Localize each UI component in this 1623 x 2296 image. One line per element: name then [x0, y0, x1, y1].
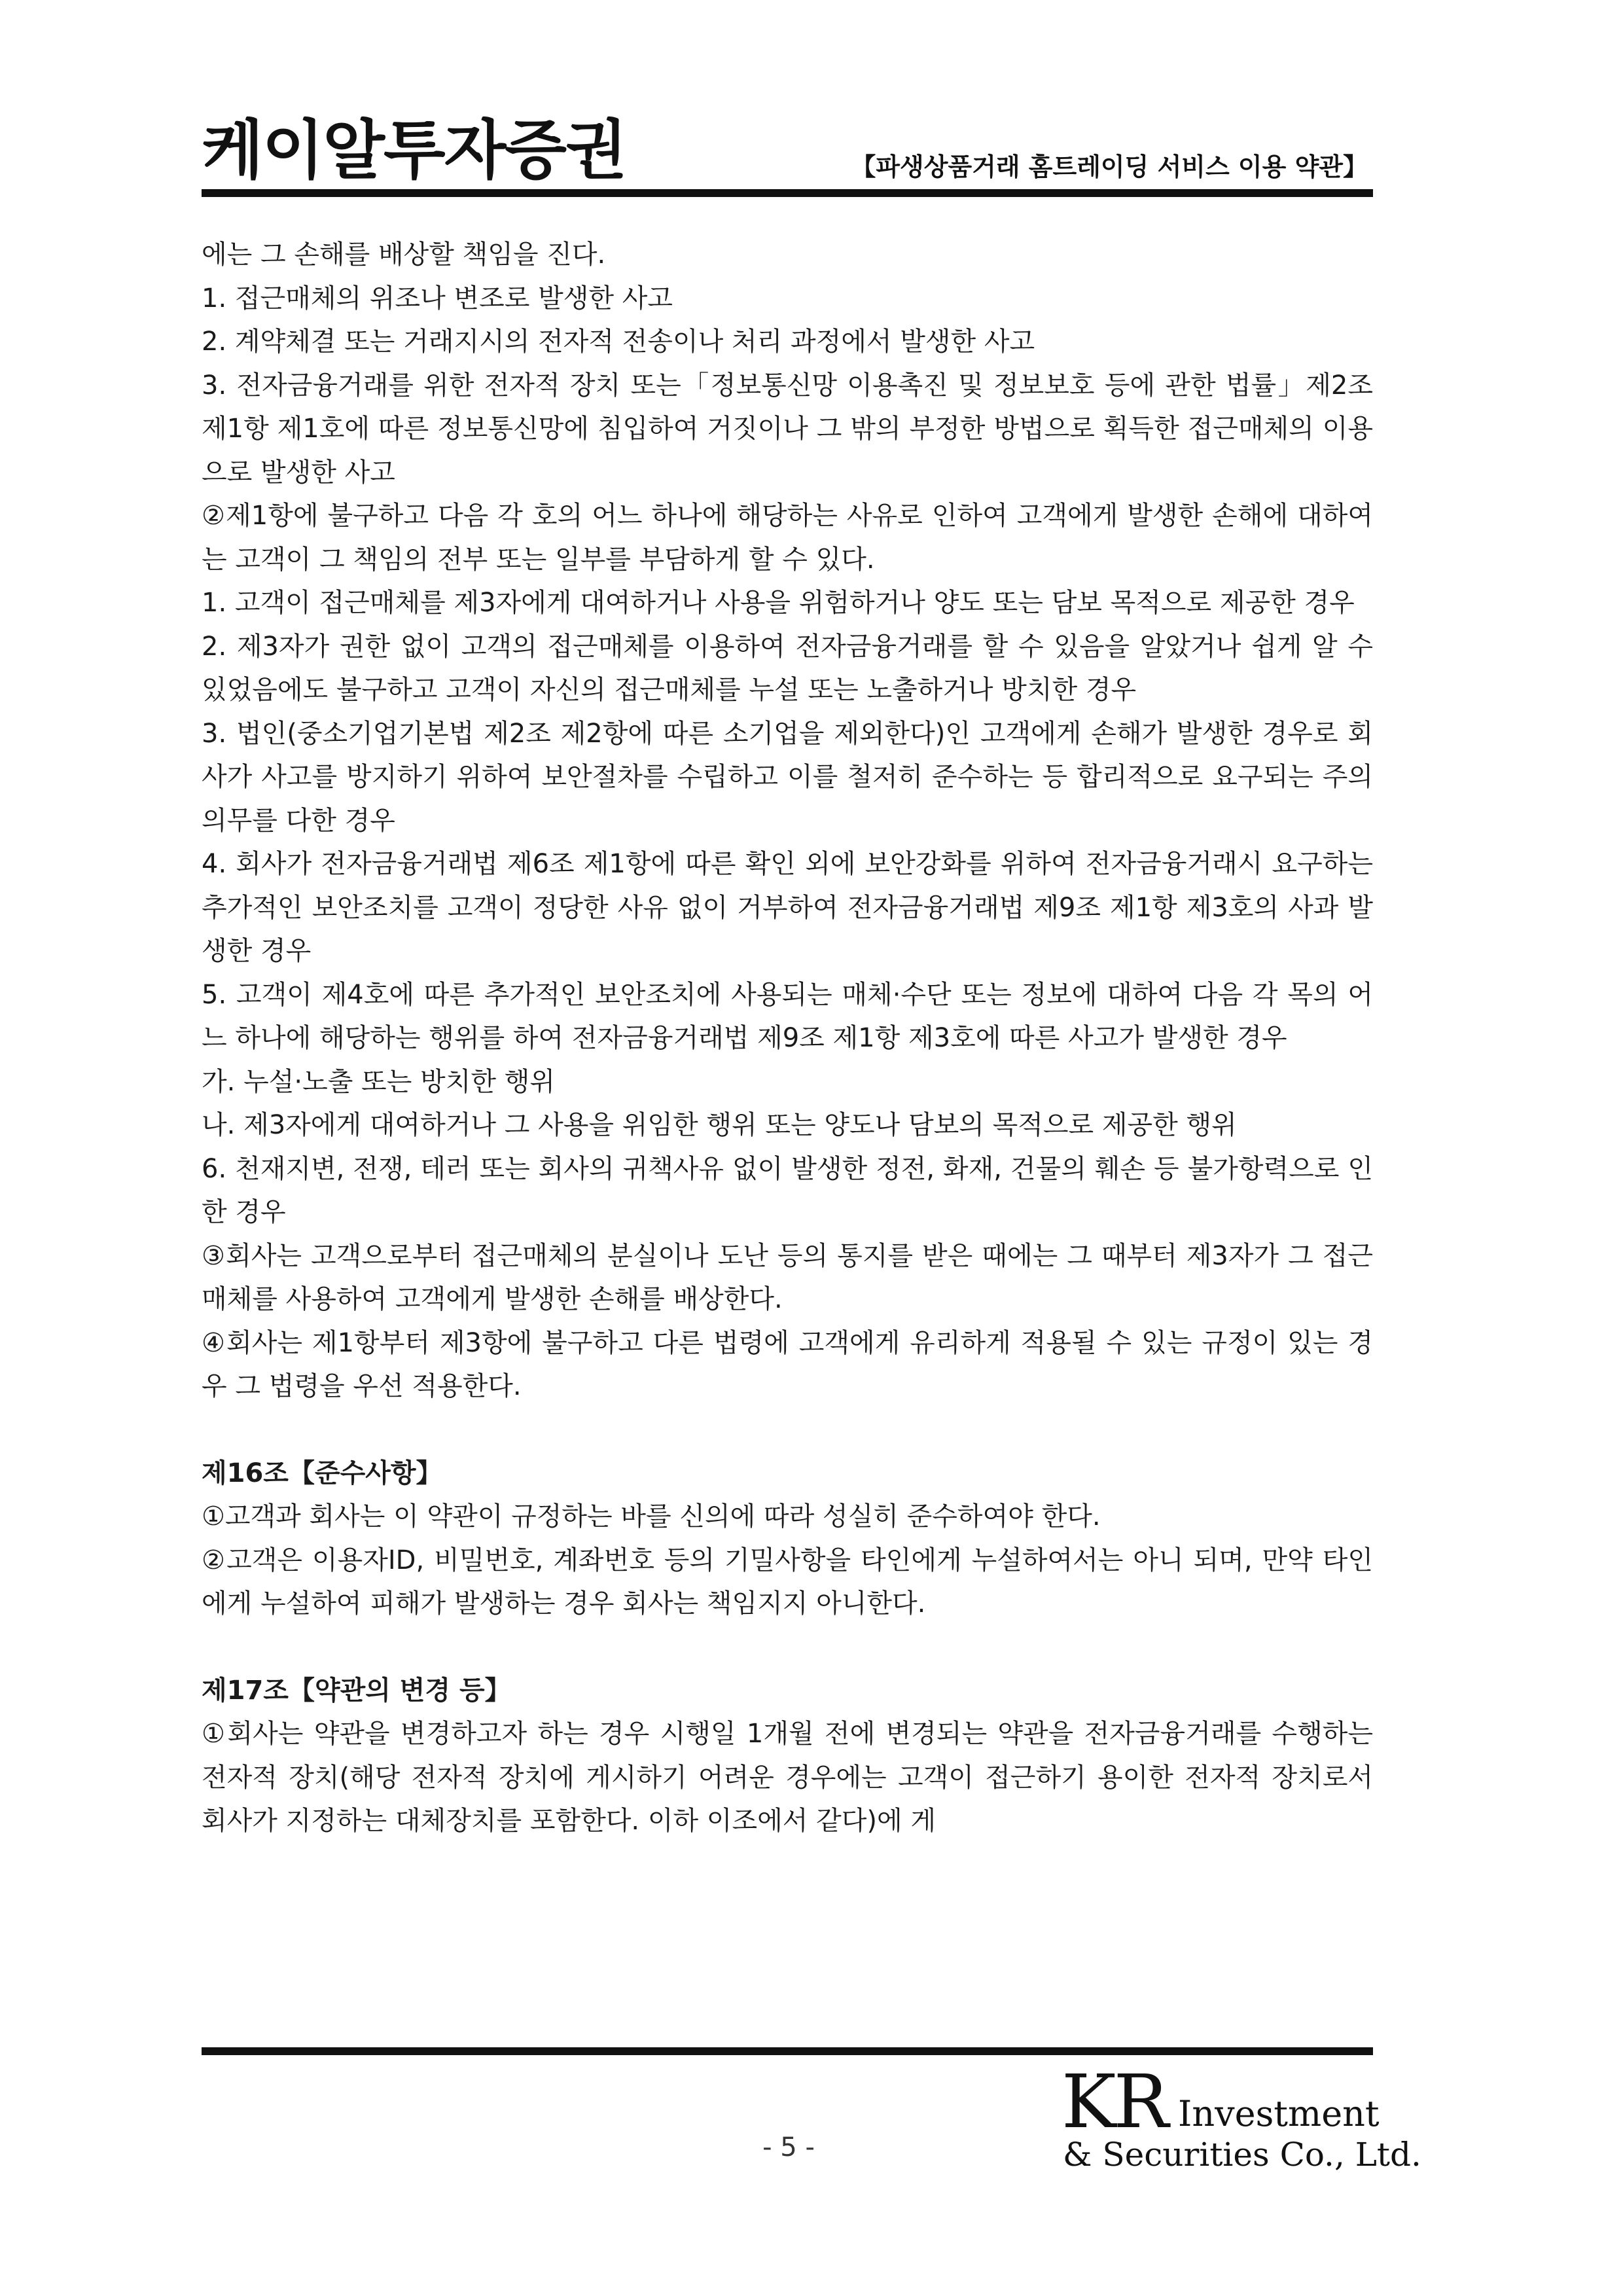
article-16-heading: 제16조【준수사항】 — [202, 1458, 442, 1488]
paragraph: 가. 누설·노출 또는 방치한 행위 — [202, 1066, 555, 1097]
company-logo — [1061, 2060, 1421, 2181]
paragraph: 1. 고객이 접근매체를 제3자에게 대여하거나 사용을 위험하거나 양도 또는 담보 목적으로 제공한 경우 — [202, 588, 1355, 618]
section-gap — [202, 1626, 1373, 1669]
paragraph: ②고객은 이용자ID, 비밀번호, 계좌번호 등의 기밀사항을 타인에게 누설하여서는 아니 되며, 만약 타인에게 누설하여 피해가 발생하는 경우 회사는 책임지지 아니한다. — [202, 1545, 1373, 1619]
paragraph: 2. 제3자가 권한 없이 고객의 접근매체를 이용하여 전자금융거래를 할 수 있음을 알았거나 쉽게 알 수 있었음에도 불구하고 고객이 자신의 접근매체를 누설 또는 노출하거나 방치한 경우 — [202, 631, 1373, 705]
company-name: 케이알투자증권 — [202, 113, 626, 188]
page-header — [202, 115, 1373, 200]
paragraph: 5. 고객이 제4호에 따른 추가적인 보안조치에 사용되는 매체·수단 또는 정보에 대하여 다음 각 목의 어느 하나에 해당하는 행위를 하여 전자금융거래법 제9조 제1항 제3호에 따른 사고가 발생한 경우 — [202, 979, 1373, 1053]
document-title: 【파생상품거래 홈트레이딩 서비스 이용 약관】 — [851, 152, 1368, 181]
paragraph: 나. 제3자에게 대여하거나 그 사용을 위임한 행위 또는 양도나 담보의 목적으로 제공한 행위 — [202, 1110, 1237, 1140]
section-gap — [202, 1408, 1373, 1452]
paragraph: ①고객과 회사는 이 약관이 규정하는 바를 신의에 따라 성실히 준수하여야 한다. — [202, 1501, 1101, 1532]
footer-rule — [202, 2047, 1373, 2055]
paragraph: 6. 천재지변, 전쟁, 테러 또는 회사의 귀책사유 없이 발생한 정전, 화재, 건물의 훼손 등 불가항력으로 인한 경우 — [202, 1153, 1373, 1227]
paragraph: 3. 전자금융거래를 위한 전자적 장치 또는「정보통신망 이용촉진 및 정보보호 등에 관한 법률」제2조 제1항 제1호에 따른 정보통신망에 침입하여 거짓이나 그 밖의 부정한 방법으로 획득한 접근매체의 이용으로 발생한 사고 — [202, 370, 1373, 488]
logo-kr: KR — [1061, 2060, 1166, 2145]
paragraph: ①회사는 약관을 변경하고자 하는 경우 시행일 1개월 전에 변경되는 약관을 전자금융거래를 수행하는 전자적 장치(해당 전자적 장치에 게시하기 어려운 경우에는 고객이 접근하기 용이한 전자적 장치로서 회사가 지정하는 대체장치를 포함한다. 이하 이조에서 같다)에 게 — [202, 1719, 1373, 1836]
paragraph: 2. 계약체결 또는 거래지시의 전자적 전송이나 처리 과정에서 발생한 사고 — [202, 327, 1035, 357]
paragraph: ③회사는 고객으로부터 접근매체의 분실이나 도난 등의 통지를 받은 때에는 그 때부터 제3자가 그 접근매체를 사용하여 고객에게 발생한 손해를 배상한다. — [202, 1240, 1373, 1314]
logo-securities: & Securities Co., Ltd. — [1063, 2136, 1421, 2174]
body-text — [202, 233, 1373, 1843]
page-number: - 5 - — [762, 2132, 815, 2162]
logo-investment: Investment — [1178, 2093, 1380, 2134]
paragraph: ②제1항에 불구하고 다음 각 호의 어느 하나에 해당하는 사유로 인하여 고객에게 발생한 손해에 대하여는 고객이 그 책임의 전부 또는 일부를 부담하게 할 수 있다. — [202, 501, 1373, 575]
article-17-heading: 제17조【약관의 변경 등】 — [202, 1675, 511, 1706]
paragraph: 4. 회사가 전자금융거래법 제6조 제1항에 따른 확인 외에 보안강화를 위하여 전자금융거래시 요구하는 추가적인 보안조치를 고객이 정당한 사유 없이 거부하여 전자금융거래법 제9조 제1항 제3호의 사과 발생한 경우 — [202, 849, 1373, 966]
paragraph: 에는 그 손해를 배상할 책임을 진다. — [202, 240, 606, 270]
paragraph: 1. 접근매체의 위조나 변조로 발생한 사고 — [202, 283, 673, 314]
paragraph: 3. 법인(중소기업기본법 제2조 제2항에 따른 소기업을 제외한다)인 고객에게 손해가 발생한 경우로 회사가 사고를 방지하기 위하여 보안절차를 수립하고 이를 철저히 준수하는 등 합리적으로 요구되는 주의의무를 다한 경우 — [202, 718, 1373, 836]
header-rule — [202, 189, 1373, 197]
paragraph: ④회사는 제1항부터 제3항에 불구하고 다른 법령에 고객에게 유리하게 적용될 수 있는 규정이 있는 경우 그 법령을 우선 적용한다. — [202, 1327, 1373, 1401]
